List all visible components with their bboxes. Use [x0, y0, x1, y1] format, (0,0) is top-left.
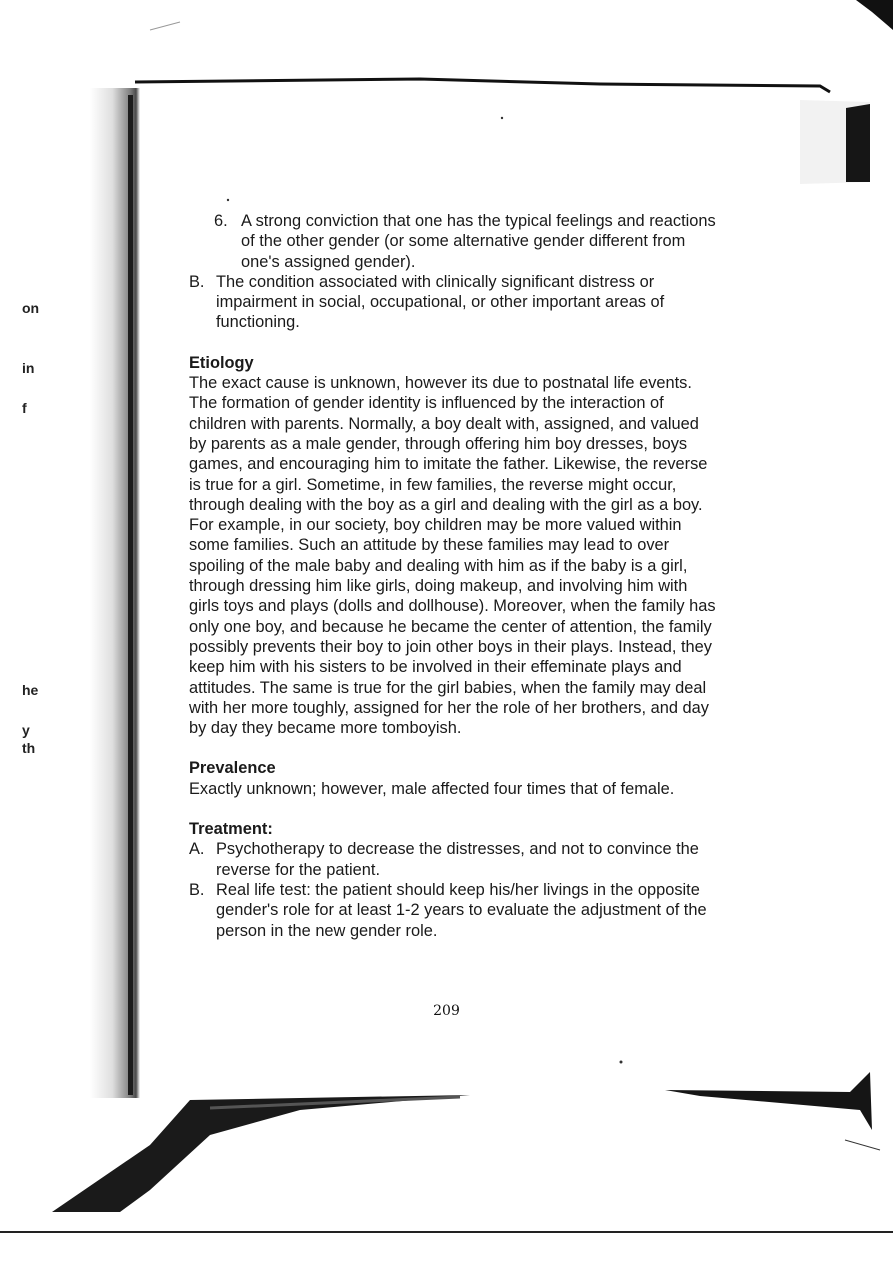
criterion-item-text: A strong conviction that one has the typical feelings and reactions of the other gender (or some alternative gender different from one's assigned gender). [241, 212, 716, 271]
treatment-item-a [189, 839, 719, 880]
margin-fragment: іn [22, 360, 35, 376]
margin-fragment: оn [22, 300, 40, 316]
criterion-item-marker: B. [189, 272, 205, 291]
margin-fragment: he [22, 682, 39, 698]
criterion-item-b [189, 272, 719, 333]
treatment-item-marker: B. [189, 880, 205, 899]
etiology-heading: Etiology [189, 353, 254, 372]
margin-fragment: f [22, 400, 27, 416]
treatment-item-text: Psychotherapy to decrease the distresses, and not to convince the reverse for the patient. [216, 840, 699, 879]
prevalence-body: Exactly unknown; however, male affected four times that of female. [189, 779, 675, 798]
margin-fragment: th [22, 740, 36, 756]
criterion-item-marker: 6. [214, 212, 228, 230]
page-number: 209 [433, 1003, 460, 1019]
etiology-body: The exact cause is unknown, however its due to postnatal life events. The formation of gender identity is influenced by the interaction of children with parents. Normally, a boy dealt with, assigned, and valued by parents as a male gender, through offering him boy dresses, boys games, and encouraging him to imitate the father. Likewise, the reverse is true for a girl. Sometime, in few families, the reverse might occur, through dealing with the boy as a girl and dealing with the girl as a boy. For example, in our society, boy children may be more valued within some families. Such an attitude by these families may lead to over spoiling of the male baby and dealing with him as if the baby is a girl, through dressing him like girls, doing makeup, and involving him with girls toys and plays (dolls and dollhouse). Moreover, when the family has only one boy, and because he became the center of attention, the family possibly prevents their boy to join other boys in their plays. Instead, they keep him with his sisters to be involved in their effeminate plays and attitudes. The same is true for the girl babies, when the family may deal with her more toughly, assigned for her the role of her brothers, and day by day they became more tomboyish. [189, 374, 716, 738]
prevalence-heading: Prevalence [189, 759, 276, 778]
criterion-item-text: The condition associated with clinically significant distress or impairment in social, occupational, or other important areas of functioning. [216, 272, 665, 332]
treatment-item-marker: A. [189, 840, 205, 859]
treatment-heading: Treatment: [189, 820, 273, 839]
page-content [189, 211, 719, 941]
criterion-item-6 [189, 211, 719, 272]
treatment-item-text: Real life test: the patient should keep his/her livings in the opposite gender's role for at least 1-2 years to evaluate the adjustment of the person in the new gender role. [216, 880, 707, 940]
treatment-item-b [189, 880, 719, 941]
margin-fragment: y [22, 722, 30, 738]
